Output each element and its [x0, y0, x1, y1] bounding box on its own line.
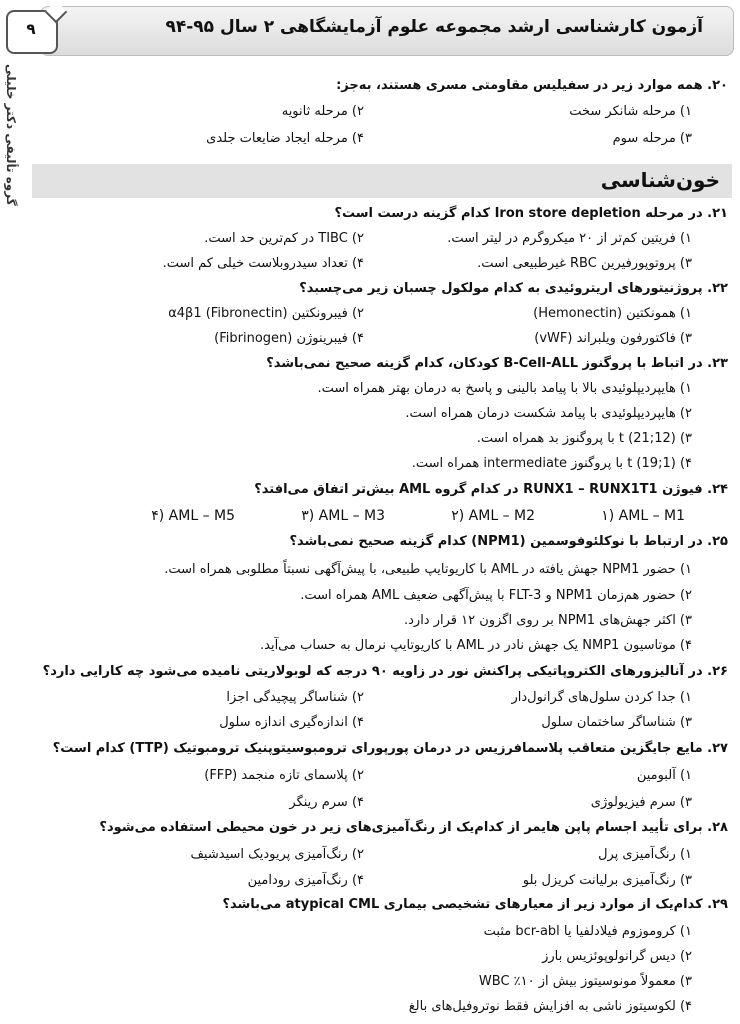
option[interactable]: ۳) مرحله سوم: [612, 131, 692, 146]
question-29: ۲۹. کدام‌یک از موارد زیر از معیارهای تشخیصی بیماری atypical CML می‌باشد؟: [222, 897, 728, 912]
page-number-tab: [6, 10, 58, 54]
option[interactable]: ۴) AML – M5: [151, 508, 235, 524]
option[interactable]: ۳) شناساگر ساختمان سلول: [541, 715, 692, 730]
question-23: ۲۳. در اتباط با پروگنوز B-Cell-ALL کودکان، کدام گزینه صحیح نمی‌باشد؟: [266, 356, 728, 371]
option[interactable]: ۳) سرم فیزیولوژی: [590, 795, 692, 810]
option[interactable]: ۳) معمولاً مونوسیتوز بیش از ۱۰٪ WBC: [478, 974, 692, 989]
page-number: ۹: [26, 20, 36, 38]
option[interactable]: ۲) رنگ‌آمیزی پریودیک اسیدشیف: [190, 847, 364, 862]
option[interactable]: ۲) پلاسمای تازه منجمد (FFP): [204, 768, 364, 783]
question-26: ۲۶. در آنالیزورهای الکتروپاتیکی پراکنش نور در زاویه ۹۰ درجه که لوبولاریتی نامیده می‌شود چه کارایی دارد؟: [42, 664, 728, 679]
aml-options-row: [120, 508, 685, 530]
option[interactable]: ۱) حضور NPM1 جهش یافته در AML با کاریوتایپ طبیعی، با پیش‌آگهی نسبتاً مطلوبی همراه است.: [164, 562, 692, 577]
option[interactable]: ۱) آلبومین: [636, 768, 692, 783]
question-21: ۲۱. در مرحله Iron store depletion کدام گزینه درست است؟: [334, 206, 728, 221]
section-bar: [32, 164, 732, 198]
option[interactable]: ۴) فیبرینوژن (Fibrinogen): [214, 331, 364, 346]
option[interactable]: ۱) فریتین کم‌تر از ۲۰ میکروگرم در لیتر است.: [447, 231, 692, 246]
question-22: ۲۲. پروژنیتورهای اریتروئیدی به کدام مولکول چسبان زیر می‌چسبد؟: [299, 281, 728, 296]
option[interactable]: ۳) رنگ‌آمیزی برلیانت کریزل بلو: [522, 873, 692, 888]
option[interactable]: ۴) سرم رینگر: [289, 795, 364, 810]
question-27: ۲۷. مایع جایگزین متعاقب پلاسمافرزیس در درمان پورپورای ترومبوسیتوپنیک ترومبوتیک (TTP) کدام است؟: [52, 741, 728, 756]
option[interactable]: ۱) هایپردیپلوئیدی بالا با پیامد بالینی و پاسخ به درمان بهتر همراه است.: [317, 381, 692, 396]
option[interactable]: ۴) لکوسیتوز ناشی به افزایش فقط نوتروفیل‌های بالغ: [408, 999, 692, 1014]
option[interactable]: ۱) AML – M1: [601, 508, 685, 524]
option[interactable]: ۲) فیبرونکتین α4β1 (Fibronectin): [168, 306, 364, 321]
option[interactable]: ۲) حضور هم‌زمان NPM1 و FLT-3 با پیش‌آگهی ضعیف AML همراه است.: [300, 588, 692, 603]
option[interactable]: ۲) TIBC در کم‌ترین حد است.: [204, 231, 364, 246]
option[interactable]: ۳) (12;21) t با پروگنوز بد همراه است.: [476, 431, 692, 446]
header-bar: [40, 6, 734, 56]
option[interactable]: ۲) مرحله ثانویه: [281, 104, 364, 119]
option[interactable]: ۴) اندازه‌گیری اندازه سلول: [219, 715, 364, 730]
side-brand-text: گروه تألیفی دکتر خلیلی: [4, 64, 18, 206]
question-28: ۲۸. برای تأیید اجسام پاپن هایمر از کدام‌یک از رنگ‌آمیزی‌های زیر در خون محیطی استفاده می‌شود؟: [99, 820, 728, 835]
option[interactable]: ۱) رنگ‌آمیزی پرل: [598, 847, 692, 862]
option[interactable]: ۴) (1;19) t با پروگنوز intermediate همراه است.: [411, 456, 692, 471]
side-brand: [4, 64, 22, 234]
option[interactable]: ۲) دیس گرانولوپوئزیس بارز: [542, 949, 692, 964]
option[interactable]: ۴) رنگ‌آمیزی رودامین: [247, 873, 364, 888]
question-24: ۲۴. فیوژن RUNX1 – RUNX1T1 در کدام گروه AML بیش‌تر اتفاق می‌افتد؟: [254, 482, 728, 497]
option[interactable]: ۲) شناساگر پیچیدگی اجزا: [226, 690, 364, 705]
section-title: خون‌شناسی: [600, 168, 720, 192]
option[interactable]: ۲) هایپردیپلوئیدی با پیامد شکست درمان همراه است.: [405, 406, 692, 421]
option[interactable]: ۴) تعداد سیدروبلاست خیلی کم است.: [162, 256, 364, 271]
option[interactable]: ۴) موتاسیون NMP1 یک جهش نادر در AML با کاریوتایپ نرمال به حساب می‌آید.: [260, 638, 692, 653]
option[interactable]: ۱) کروموزوم فیلادلفیا یا bcr-abl مثبت: [483, 924, 692, 939]
exam-title: آزمون کارشناسی ارشد مجموعه علوم آزمایشگاهی ۲ سال ۹۵-۹۴: [165, 17, 703, 37]
option[interactable]: ۳) پروتوپورفیرین RBC غیرطبیعی است.: [477, 256, 692, 271]
question-25: ۲۵. در ارتباط با نوکلئوفوسمین (NPM1) کدام گزینه صحیح نمی‌باشد؟: [289, 534, 728, 549]
option[interactable]: ۱) مرحله شانکر سخت: [569, 104, 692, 119]
option[interactable]: ۱) جدا کردن سلول‌های گرانول‌دار: [511, 690, 692, 705]
option[interactable]: ۱) همونکتین (Hemonectin): [533, 306, 692, 321]
option[interactable]: ۲) AML – M2: [451, 508, 535, 524]
option[interactable]: ۴) مرحله ایجاد ضایعات جلدی: [206, 131, 364, 146]
question-20: ۲۰. همه موارد زیر در سفیلیس مقاومتی مسری هستند، به‌جز:: [336, 78, 728, 93]
option[interactable]: ۳) AML – M3: [301, 508, 385, 524]
option[interactable]: ۳) فاکتورفون ویلبراند (vWF): [534, 331, 692, 346]
option[interactable]: ۳) اکثر جهش‌های NPM1 بر روی اگزون ۱۲ قرار دارد.: [404, 613, 692, 628]
